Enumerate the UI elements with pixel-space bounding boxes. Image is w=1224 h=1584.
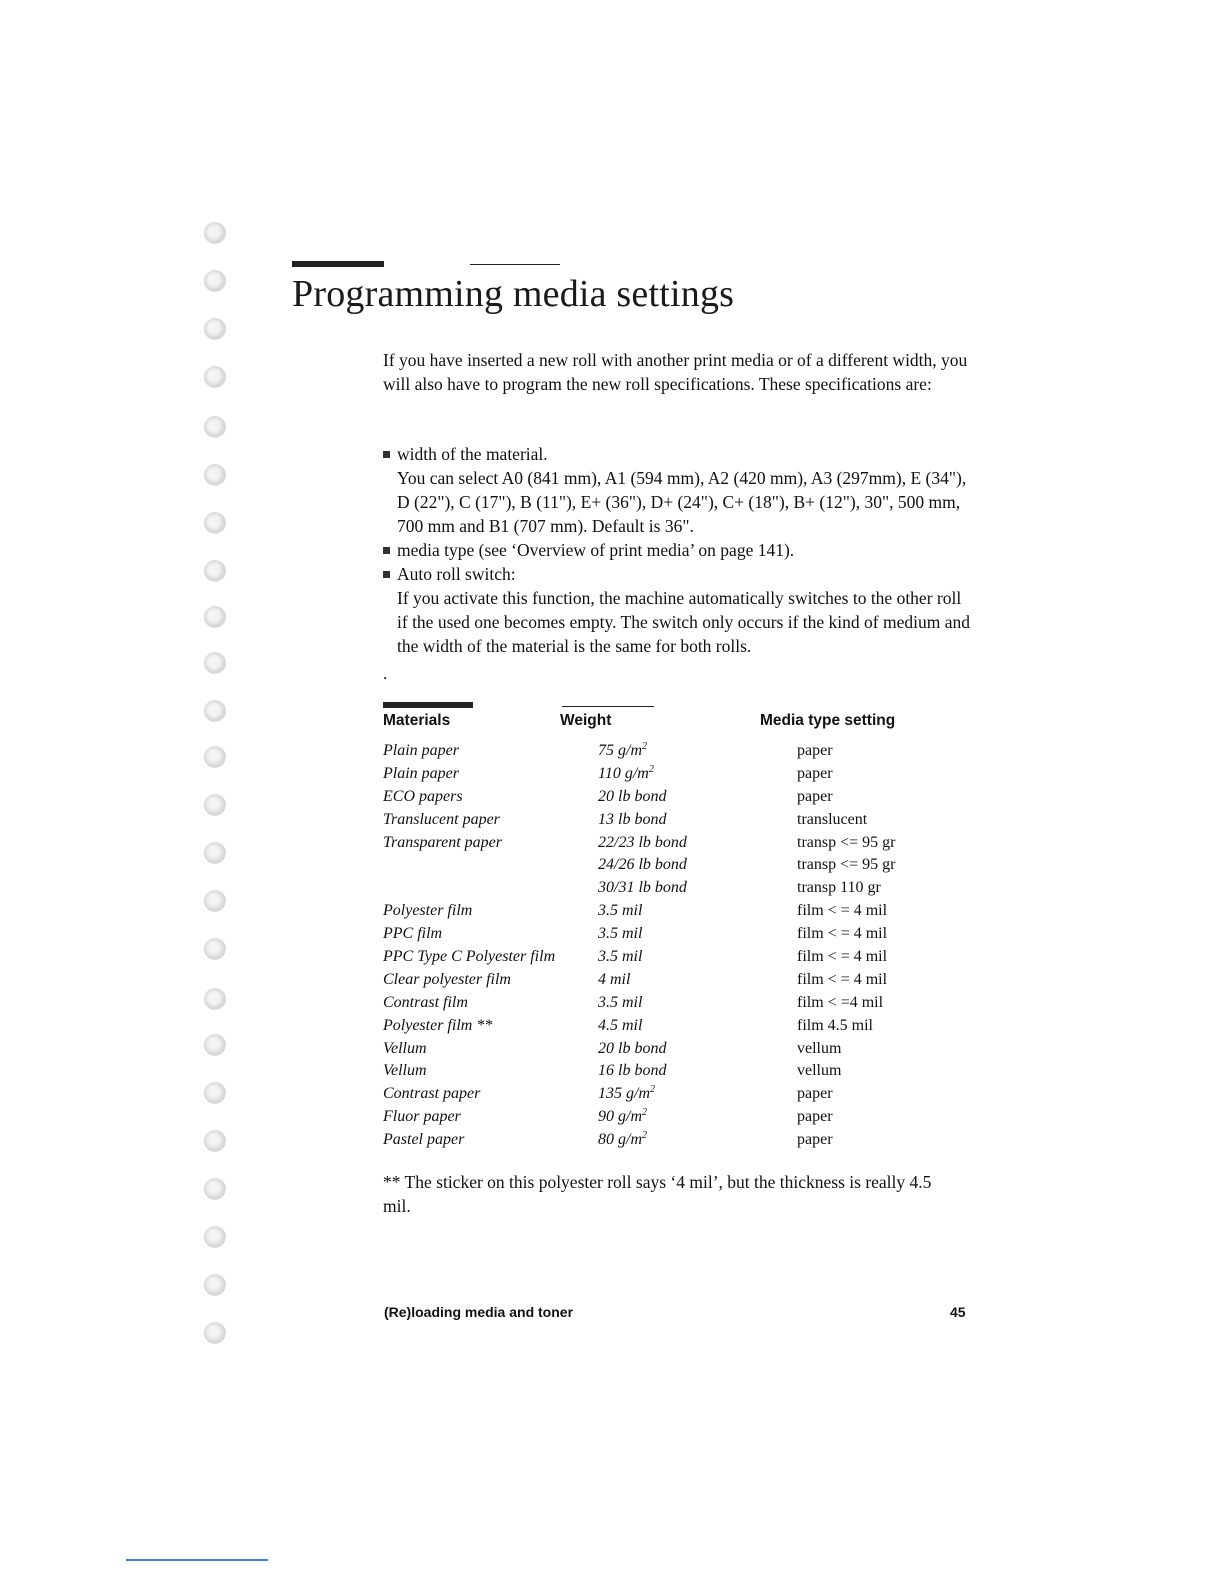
binder-hole-icon	[204, 1130, 226, 1152]
binder-hole-icon	[204, 222, 226, 244]
table-rule-thin	[562, 706, 654, 707]
weight-value: 30/31 lb bond	[598, 879, 687, 897]
weight-value: 90 g/m	[598, 1108, 642, 1126]
weight-cell	[598, 786, 666, 809]
heading-rule-thin	[470, 264, 560, 265]
bullet-auto-roll-text: If you activate this function, the machine automatically switches to the other roll if the used one becomes empty. The switch only occurs if the kind of medium and the width of the material is the same for both rolls.	[397, 588, 970, 656]
weight-cell	[598, 854, 687, 877]
weight-cell	[598, 763, 654, 786]
media-type-cell: paper	[797, 742, 833, 759]
media-type-cell: paper	[797, 787, 833, 805]
weight-cell	[598, 740, 647, 763]
binder-hole-icon	[204, 464, 226, 486]
binder-hole-icon	[204, 318, 226, 340]
material-cell: Plain paper	[383, 742, 459, 759]
binder-hole-icon	[204, 560, 226, 582]
table-row	[383, 854, 983, 877]
binder-hole-icon	[204, 1178, 226, 1200]
material-cell: Polyester film **	[383, 1016, 493, 1034]
table-row	[383, 1038, 983, 1061]
media-type-cell: film 4.5 mil	[797, 1016, 873, 1034]
table-row	[383, 832, 983, 855]
header-media-type: Media type setting	[760, 712, 896, 729]
material-cell: Clear polyester film	[383, 970, 511, 988]
weight-cell	[598, 992, 642, 1015]
binder-hole-icon	[204, 652, 226, 674]
weight-cell	[598, 1083, 655, 1106]
weight-value: 20 lb bond	[598, 787, 667, 805]
header-weight: Weight	[560, 712, 612, 729]
material-cell: Pastel paper	[383, 1131, 465, 1149]
bullet-width-text: You can select A0 (841 mm), A1 (594 mm), A2 (420 mm), A3 (297mm), E (34"), D (22"), C (17"), B (11"), E+ (36"), D+ (24"), C+ (18"), B+ (12"), 30", 500 mm, 700 mm and B1 (707 mm). Default is 36".	[397, 468, 967, 536]
weight-cell	[598, 1015, 642, 1038]
media-type-cell: paper	[797, 1085, 833, 1103]
media-type-cell: film < =4 mil	[797, 993, 884, 1011]
table-row	[383, 877, 983, 900]
media-type-cell: film < = 4 mil	[797, 948, 888, 966]
table-row	[383, 786, 983, 809]
weight-value: 20 lb bond	[598, 1039, 667, 1057]
binder-hole-icon	[204, 1082, 226, 1104]
bullet-square-icon	[383, 451, 390, 458]
weight-value: 75 g/m	[598, 742, 642, 759]
table-row	[383, 992, 983, 1015]
bullet-square-icon	[383, 547, 390, 554]
list-item	[383, 538, 973, 562]
table-row	[383, 1129, 983, 1152]
table-row	[383, 900, 983, 923]
media-type-cell: film < = 4 mil	[797, 925, 888, 943]
weight-cell	[598, 877, 687, 900]
stray-dot: .	[383, 664, 388, 683]
weight-cell	[598, 1038, 666, 1061]
material-cell: Polyester film	[383, 902, 473, 920]
binder-hole-icon	[204, 1226, 226, 1248]
weight-cell	[598, 809, 666, 832]
weight-cell	[598, 969, 630, 992]
table-row	[383, 946, 983, 969]
table-row	[383, 1015, 983, 1038]
media-type-cell: transp <= 95 gr	[797, 833, 896, 851]
weight-value: 22/23 lb bond	[598, 833, 687, 851]
media-type-cell: paper	[797, 764, 833, 782]
media-type-cell: vellum	[797, 1062, 842, 1080]
bullet-width-title: width of the material.	[397, 444, 548, 464]
table-row	[383, 969, 983, 992]
binder-hole-icon	[204, 606, 226, 628]
media-type-cell: transp <= 95 gr	[797, 856, 896, 874]
binder-hole-icon	[204, 1322, 226, 1344]
weight-value: 13 lb bond	[598, 810, 667, 828]
binder-hole-icon	[204, 842, 226, 864]
weight-value: 4.5 mil	[598, 1016, 643, 1034]
heading-rule-dark	[292, 261, 384, 267]
bullet-square-icon	[383, 571, 390, 578]
material-cell: Vellum	[383, 1062, 427, 1080]
media-type-cell: paper	[797, 1131, 833, 1149]
weight-value: 4 mil	[598, 970, 631, 988]
weight-cell	[598, 1129, 647, 1152]
table-row	[383, 923, 983, 946]
weight-value: 16 lb bond	[598, 1062, 667, 1080]
weight-cell	[598, 832, 687, 855]
weight-value: 3.5 mil	[598, 993, 643, 1011]
material-cell: Contrast film	[383, 993, 468, 1011]
material-cell: ECO papers	[383, 787, 463, 805]
material-cell: Contrast paper	[383, 1085, 481, 1103]
table-body	[383, 740, 983, 1152]
material-cell: Vellum	[383, 1039, 427, 1057]
binder-hole-icon	[204, 700, 226, 722]
material-cell: Fluor paper	[383, 1108, 461, 1126]
weight-cell	[598, 900, 642, 923]
binder-hole-icon	[204, 988, 226, 1010]
footnote: ** The sticker on this polyester roll says ‘4 mil’, but the thickness is really 4.5 mil.	[383, 1172, 932, 1216]
weight-value: 24/26 lb bond	[598, 856, 687, 874]
specification-list	[383, 442, 973, 658]
weight-value: 135 g/m	[598, 1085, 650, 1103]
weight-cell	[598, 923, 642, 946]
media-type-cell: transp 110 gr	[797, 879, 881, 897]
media-type-cell: film < = 4 mil	[797, 902, 888, 920]
binder-hole-icon	[204, 938, 226, 960]
table-row	[383, 1083, 983, 1106]
footer-section-title: (Re)loading media and toner	[384, 1304, 574, 1320]
table-row	[383, 809, 983, 832]
material-cell: Plain paper	[383, 764, 459, 782]
weight-exponent: 2	[650, 1084, 655, 1096]
weight-exponent: 2	[642, 741, 647, 752]
weight-value: 80 g/m	[598, 1131, 642, 1149]
table-row	[383, 740, 983, 763]
binder-hole-icon	[204, 1274, 226, 1296]
table-row	[383, 1106, 983, 1129]
binder-hole-icon	[204, 1034, 226, 1056]
table-rule-dark	[383, 702, 473, 708]
binder-hole-icon	[204, 890, 226, 912]
bullet-auto-roll-title: Auto roll switch:	[397, 564, 516, 584]
media-type-cell: film < = 4 mil	[797, 970, 888, 988]
weight-exponent: 2	[642, 1130, 647, 1142]
media-type-cell: translucent	[797, 810, 868, 828]
material-cell: PPC Type C Polyester film	[383, 948, 556, 966]
list-item	[383, 562, 973, 658]
binder-hole-icon	[204, 270, 226, 292]
table-row	[383, 1060, 983, 1083]
binder-hole-icon	[204, 366, 226, 388]
page-number: 45	[950, 1304, 966, 1320]
weight-value: 3.5 mil	[598, 948, 643, 966]
material-cell: Translucent paper	[383, 810, 500, 828]
binder-hole-icon	[204, 512, 226, 534]
blue-underline	[126, 1559, 268, 1561]
table-row	[383, 763, 983, 786]
material-cell: Transparent paper	[383, 833, 502, 851]
weight-exponent: 2	[642, 1107, 647, 1119]
media-type-cell: paper	[797, 1108, 833, 1126]
weight-value: 3.5 mil	[598, 925, 643, 943]
weight-cell	[598, 946, 642, 969]
weight-value: 110 g/m	[598, 764, 649, 782]
media-type-cell: vellum	[797, 1039, 842, 1057]
header-materials: Materials	[383, 712, 451, 729]
binder-hole-icon	[204, 746, 226, 768]
weight-cell	[598, 1106, 647, 1129]
list-item	[383, 442, 973, 538]
page-title: Programming media settings	[292, 273, 735, 315]
weight-exponent: 2	[648, 763, 654, 775]
intro-paragraph: If you have inserted a new roll with another print media or of a different width, you will also have to program the new roll specifications. These specifications are:	[383, 350, 968, 394]
weight-cell	[598, 1060, 666, 1083]
weight-value: 3.5 mil	[598, 902, 643, 920]
binder-hole-icon	[204, 416, 226, 438]
material-cell: PPC film	[383, 925, 443, 943]
bullet-media-type-title: media type (see ‘Overview of print media’ on page 141).	[397, 540, 795, 560]
binder-hole-icon	[204, 794, 226, 816]
